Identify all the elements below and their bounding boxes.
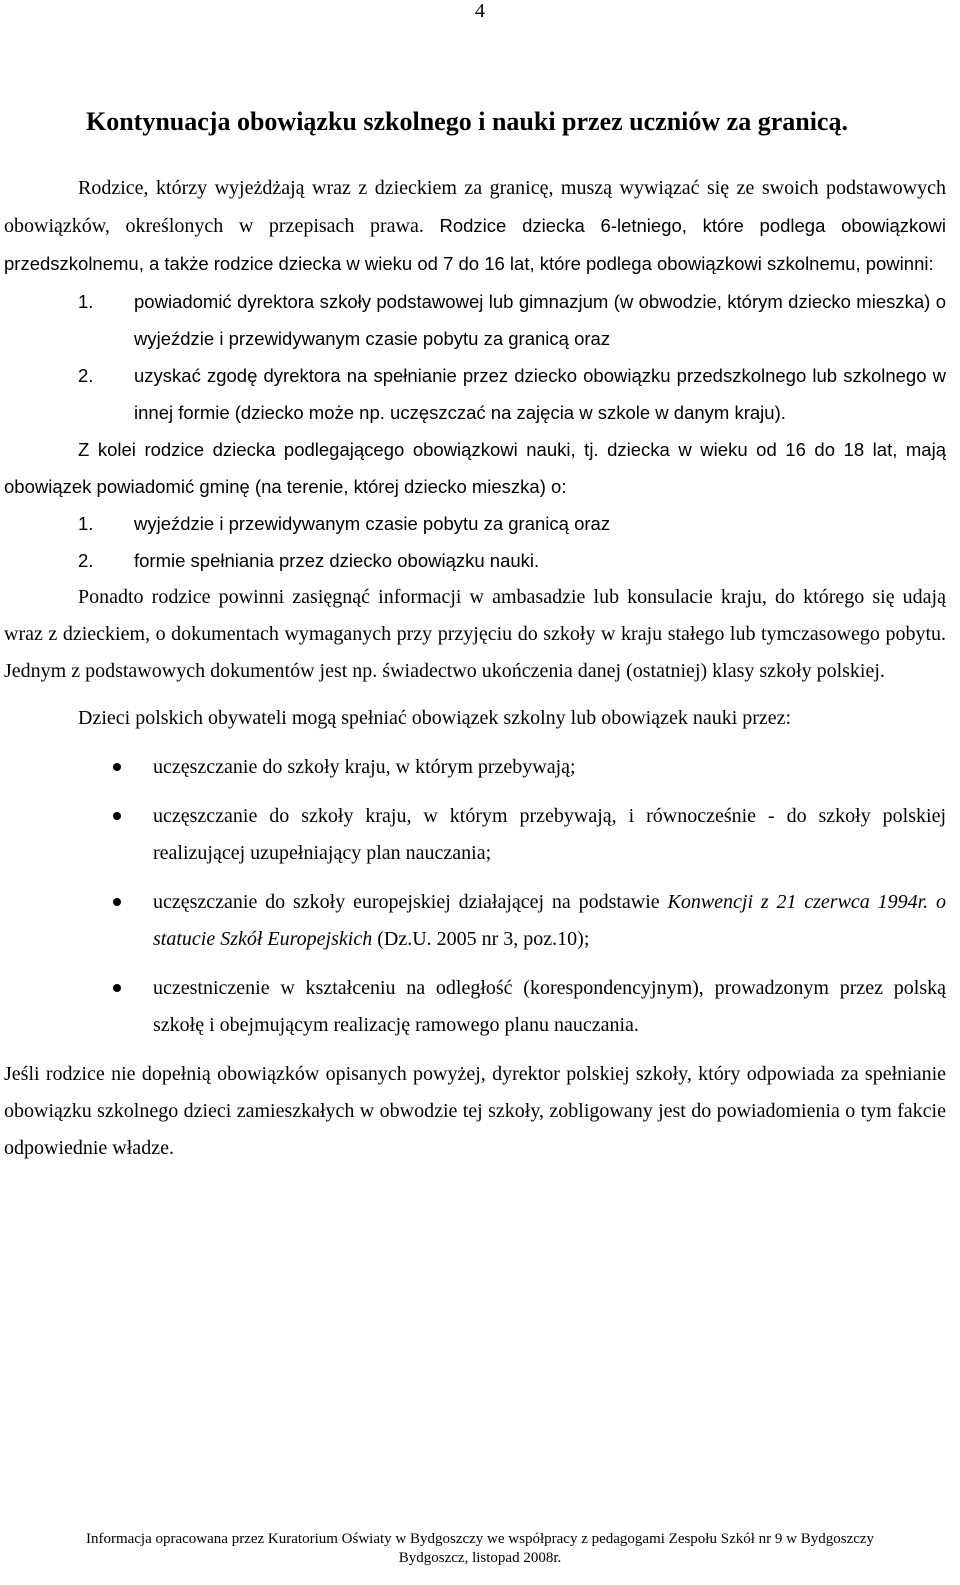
- list-item-text: wyjeździe i przewidywanym czasie pobytu za granicą oraz: [134, 513, 611, 534]
- intro-sans-text: Rodzice dziecka 6-letniego, które podlega obowiązkowi przedszkolnemu, a także rodzice dziecka w wieku od 7 do 16 lat, które podlega obowiązkowi szkolnemu, powinni:: [4, 215, 947, 274]
- embassy-paragraph: Ponadto rodzice powinni zasięgnąć informacji w ambasadzie lub konsulacie kraju, do którego się udają wraz z dzieckiem, o dokumentach wymaganych przy przyjęciu do szkoły w kraju stałego lub tymczasowego pobytu. Jednym z podstawowych dokumentów jest np. świadectwo ukończenia danej (ostatniej) klasy szkoły polskiej.: [4, 586, 946, 682]
- list-item: [4, 283, 946, 357]
- list-number: 2.: [78, 550, 94, 571]
- list-item-text: formie spełniania przez dziecko obowiązku nauki.: [134, 550, 540, 571]
- bullet-item: uczęszczanie do szkoły kraju, w którym przebywają;: [4, 749, 946, 786]
- document-title: Kontynuacja obowiązku szkolnego i nauki przez uczniów za granicą.: [86, 107, 848, 136]
- closing-paragraph: Jeśli rodzice nie dopełnią obowiązków opisanych powyżej, dyrektor polskiej szkoły, który odpowiada za spełnianie obowiązku szkolnego dzieci zamieszkałych w obwodzie tej szkoły, zobligowany jest do powiadomienia o tym fakcie odpowiednie władze.: [4, 1063, 946, 1159]
- intro-serif-text: Rodzice, którzy wyjeżdżają wraz z dzieckiem za granicę, muszą wywiązać się ze swoich podstawowych obowiązków, określonych w przepisach prawa.: [4, 177, 946, 237]
- bullet-item: uczęszczanie do szkoły kraju, w którym przebywają, i równocześnie - do szkoły polskiej realizującej uzupełniający plan nauczania;: [4, 798, 946, 872]
- notify-commune-list: [4, 505, 946, 579]
- fulfilment-bullet-list: [4, 749, 946, 1044]
- page-number: 4: [475, 0, 485, 22]
- list-number: 1.: [78, 513, 94, 534]
- page-footer: [0, 1530, 960, 1568]
- list-number: 1.: [78, 291, 94, 312]
- list-item-text: uzyskać zgodę dyrektora na spełnianie przez dziecko obowiązku przedszkolnego lub szkolnego w innej formie (dziecko może np. uczęszczać na zajęcia w szkole w danym kraju).: [134, 365, 946, 423]
- parent-obligations-list: [4, 283, 946, 431]
- fulfilment-paragraph: Dzieci polskich obywateli mogą spełniać obowiązek szkolny lub obowiązek nauki przez:: [78, 707, 792, 729]
- list-item: [4, 357, 946, 431]
- intro-paragraph: [4, 170, 946, 283]
- convention-title: Konwencji z 21 czerwca 1994r. o statucie Szkół Europejskich: [153, 891, 946, 950]
- learning-obligation-paragraph: Z kolei rodzice dziecka podlegającego obowiązkowi nauki, tj. dziecka w wieku od 16 do 18 lat, mają obowiązek powiadomić gminę (na terenie, której dziecko mieszka) o:: [4, 439, 946, 497]
- document-body: [4, 170, 946, 1167]
- list-item-text: powiadomić dyrektora szkoły podstawowej lub gimnazjum (w obwodzie, którym dziecko mieszka) o wyjeździe i przewidywanym czasie pobytu za granicą oraz: [134, 291, 946, 349]
- footer-date: Bydgoszcz, listopad 2008r.: [398, 1550, 562, 1566]
- bullet-item: uczestniczenie w kształceniu na odległość (korespondencyjnym), prowadzonym przez polską szkołę i obejmującym realizację ramowego planu nauczania.: [4, 970, 946, 1044]
- bullet-item: [4, 884, 946, 958]
- list-item: [4, 505, 946, 542]
- bullet-text: (Dz.U. 2005 nr 3, poz.10);: [372, 928, 590, 950]
- bullet-text: uczęszczanie do szkoły europejskiej działającej na podstawie: [153, 891, 668, 913]
- list-item: [4, 542, 946, 579]
- footer-credit: Informacja opracowana przez Kuratorium Oświaty w Bydgoszczy we współpracy z pedagogami Zespołu Szkół nr 9 w Bydgoszczy: [85, 1531, 875, 1547]
- list-number: 2.: [78, 365, 94, 386]
